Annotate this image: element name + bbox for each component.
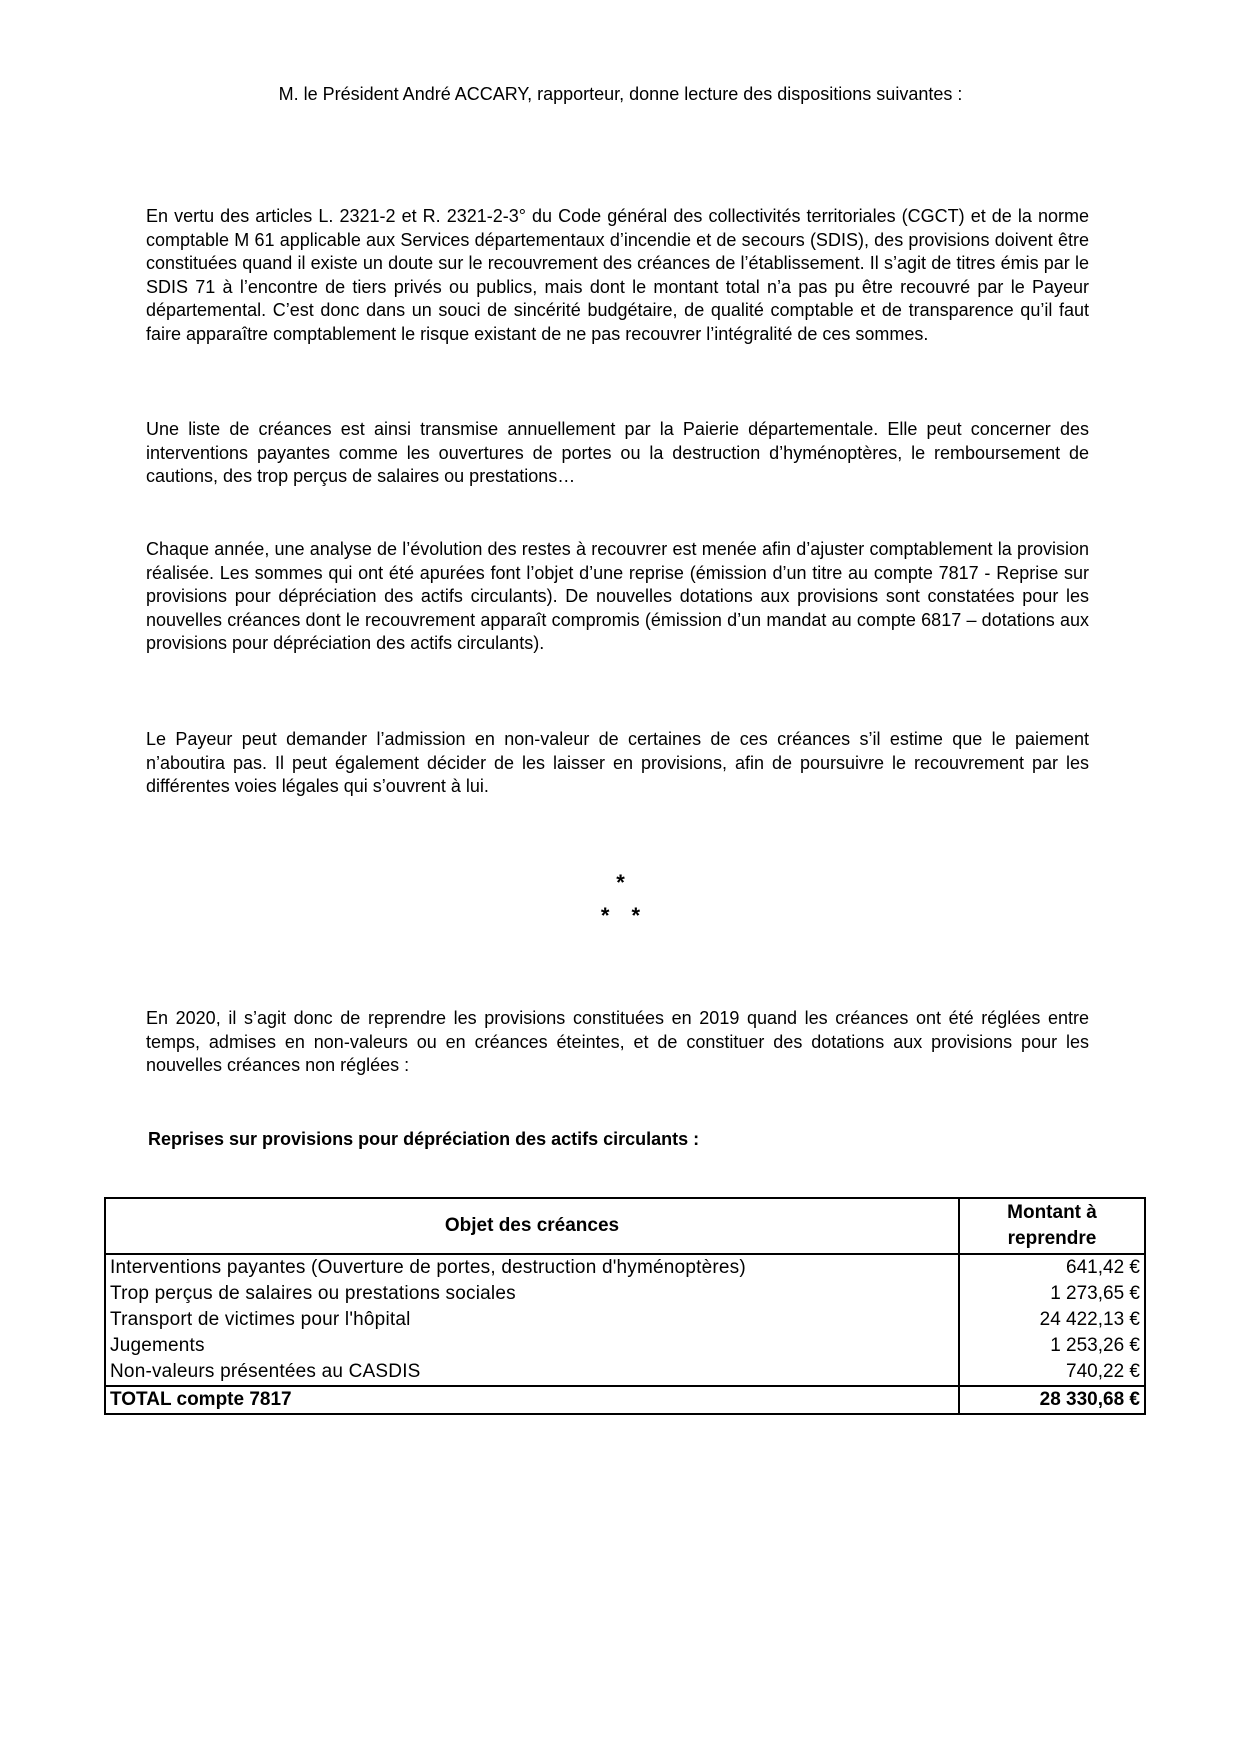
row-objet: Interventions payantes (Ouverture de portes, destruction d'hyménoptères) — [105, 1254, 959, 1281]
row-montant: 1 273,65 € — [959, 1281, 1145, 1307]
paragraph-claims-list: Une liste de créances est ainsi transmise annuellement par la Paierie départementale. Elle peut concerner des interventions payantes comme les ouvertures de portes ou la destruction d’hyménoptères, le remboursement de cautions, des trop perçus de salaires ou prestations… — [146, 419, 1089, 486]
table-header-row — [105, 1198, 1145, 1254]
row-objet: Trop perçus de salaires ou prestations sociales — [105, 1281, 959, 1307]
total-amount: 28 330,68 € — [959, 1386, 1145, 1414]
table-row — [105, 1359, 1145, 1386]
paragraph-annual-analysis: Chaque année, une analyse de l’évolution des restes à recouvrer est menée afin d’ajuster comptablement la provision réalisée. Les sommes qui ont été apurées font l’objet d’une reprise (émission d’un titre au compte 7817 - Reprise sur provisions pour dépréciation des actifs circulants). De nouvelles dotations aux provisions sont constatées pour les nouvelles créances dont le recouvrement apparaît compromis (émission d’un mandat au compte 6817 – dotations aux provisions pour dépréciation des actifs circulants). — [146, 539, 1089, 653]
table-row — [105, 1333, 1145, 1359]
header-montant: Montant à reprendre — [959, 1198, 1145, 1254]
table-title: Reprises sur provisions pour dépréciation des actifs circulants : — [148, 1129, 700, 1149]
separator-star-top: * — [616, 870, 625, 895]
header-objet: Objet des créances — [105, 1198, 959, 1254]
row-montant: 641,42 € — [959, 1254, 1145, 1281]
paragraph-legal-basis: En vertu des articles L. 2321-2 et R. 2321-2-3° du Code général des collectivités territoriales (CGCT) et de la norme comptable M 61 applicable aux Services départementaux d’incendie et de secours (SDIS), des provisions doivent être constituées quand il existe un doute sur le recouvrement des créances de l’établissement. Il s’agit de titres émis par le SDIS 71 à l’encontre de tiers privés ou publics, mais dont le montant total n’a pas pu être recouvré par le Payeur départemental. C’est donc dans un souci de sincérité budgétaire, de qualité comptable et de transparence qu’il faut faire apparaître comptablement le risque existant de ne pas recouvrer l’intégralité de ces sommes. — [146, 206, 1089, 344]
row-montant: 740,22 € — [959, 1359, 1145, 1386]
table-row — [105, 1254, 1145, 1281]
intro-line: M. le Président André ACCARY, rapporteur, donne lecture des dispositions suivantes : — [278, 84, 963, 104]
row-objet: Transport de victimes pour l'hôpital — [105, 1307, 959, 1333]
table-row — [105, 1281, 1145, 1307]
table-row — [105, 1307, 1145, 1333]
row-montant: 1 253,26 € — [959, 1333, 1145, 1359]
total-label: TOTAL compte 7817 — [105, 1386, 959, 1414]
paragraph-non-value: Le Payeur peut demander l’admission en non-valeur de certaines de ces créances s’il estime que le paiement n’aboutira pas. Il peut également décider de les laisser en provisions, afin de poursuivre le recouvrement par les différentes voies légales qui s’ouvrent à lui. — [146, 729, 1089, 796]
row-montant: 24 422,13 € — [959, 1307, 1145, 1333]
provisions-table — [104, 1197, 1146, 1415]
table-total-row — [105, 1386, 1145, 1414]
separator-star-bottom: * * — [600, 903, 641, 928]
row-objet: Non-valeurs présentées au CASDIS — [105, 1359, 959, 1386]
paragraph-2020: En 2020, il s’agit donc de reprendre les provisions constituées en 2019 quand les créances ont été réglées entre temps, admises en non-valeurs ou en créances éteintes, et de constituer des dotations aux provisions pour les nouvelles créances non réglées : — [146, 1008, 1089, 1075]
row-objet: Jugements — [105, 1333, 959, 1359]
